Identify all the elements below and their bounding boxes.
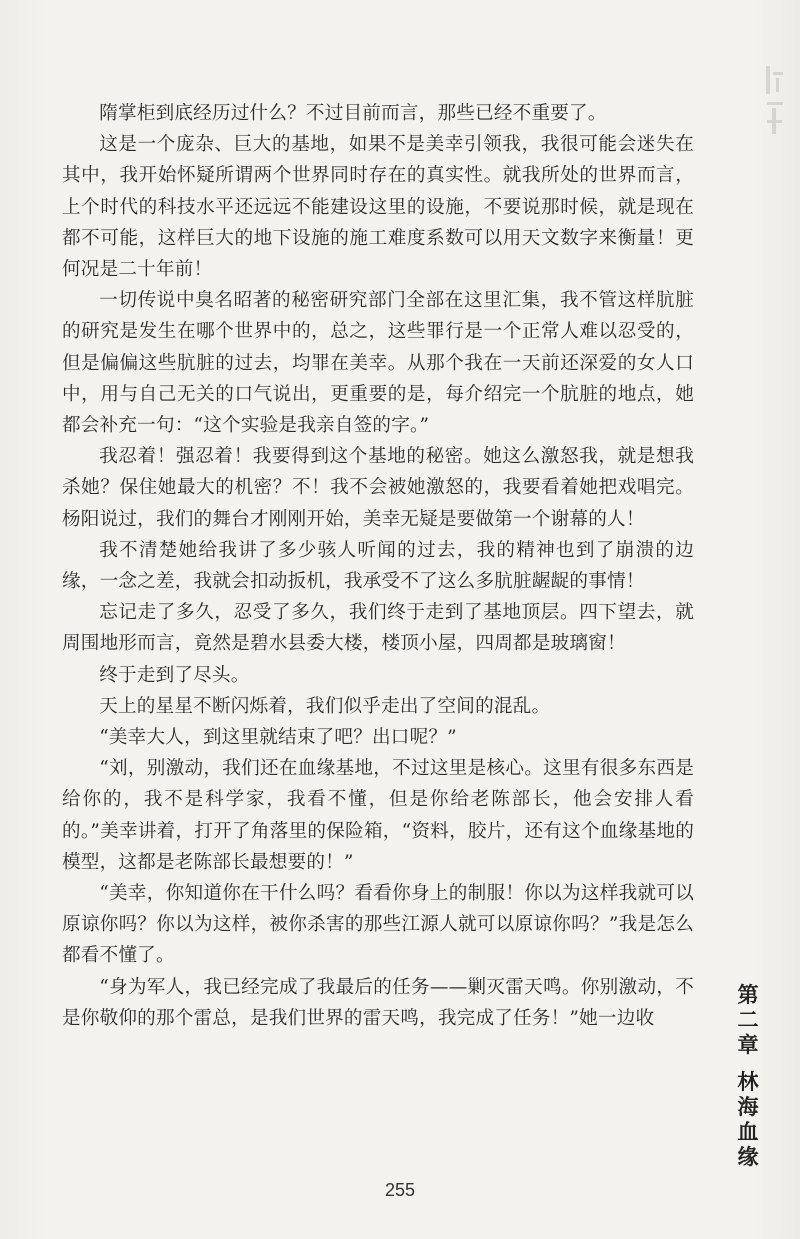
paragraph: 我不清楚她给我讲了多少骇人听闻的过去，我的精神也到了崩溃的边缘，一念之差，我就会扣动扳机，我承受不了这么多肮脏龌龊的事情！ (62, 539, 694, 593)
paragraph: “美幸，你知道你在干什么吗？看看你身上的制服！你以为这样我就可以原谅你吗？你以为这样，被你杀害的那些江源人就可以原谅你吗？”我是怎么都看不懂了。 (62, 883, 694, 967)
chapter-label-char: 第 (737, 982, 759, 1007)
paragraph: 终于走到了尽头。 (99, 664, 250, 686)
chapter-label-char: 章 (737, 1032, 759, 1057)
chapter-title-char: 缘 (737, 1144, 759, 1169)
paragraph: “身为军人，我已经完成了我最后的任务——剿灭雷天鸣。你别激动，不是你敬仰的那个雷总，是我们世界的雷天鸣，我完成了任务！”她一边收 (62, 976, 694, 1029)
chapter-label-char: 二 (737, 1007, 759, 1032)
bleed-through-mark (764, 62, 786, 142)
body-text (62, 98, 694, 1034)
paragraph: 我忍着！强忍着！我要得到这个基地的秘密。她这么激怒我，就是想我杀她？保住她最大的机密？不！我不会被她激怒的，我要看着她把戏唱完。杨阳说过，我们的舞台才刚刚开始，美幸无疑是要做第一个谢幕的人！ (62, 446, 694, 530)
chapter-title-char: 海 (737, 1094, 759, 1119)
paragraph: 隋掌柜到底经历过什么？不过目前而言，那些已经不重要了。 (99, 103, 607, 124)
paragraph: 一切传说中臭名昭著的秘密研究部门全部在这里汇集，我不管这样肮脏的研究是发生在哪个世界中的，总之，这些罪行是一个正常人难以忍受的，但是偏偏这些肮脏的过去，均罪在美幸。从那个我在一天前还深爱的女人口中，用与自己无关的口气说出，更重要的是，每介绍完一个肮脏的地点，她都会补充一句：“这个实验是我亲自签的字。” (62, 290, 694, 437)
paragraph: 天上的星星不断闪烁着，我们似乎走出了空间的混乱。 (99, 695, 551, 717)
chapter-title-char: 林 (737, 1069, 759, 1094)
page-number: 255 (384, 1180, 416, 1200)
chapter-title-char: 血 (737, 1119, 759, 1144)
chapter-side-title (736, 982, 760, 1169)
paragraph: “美幸大人，到这里就结束了吧？出口呢？” (99, 727, 457, 749)
paragraph: 这是一个庞杂、巨大的基地，如果不是美幸引领我，我很可能会迷失在其中，我开始怀疑所谓两个世界同时存在的真实性。就我所处的世界而言，上个时代的科技水平还远远不能建设这里的设施，不要说那时候，就是现在都不可能，这样巨大的地下设施的施工难度系数可以用天文数字来衡量！更何况是二十年前！ (62, 134, 694, 281)
paragraph: 忘记走了多久，忍受了多久，我们终于走到了基地顶层。四下望去，就周围地形而言，竟然是碧水县委大楼，楼顶小屋，四周都是玻璃窗！ (62, 602, 694, 655)
paragraph: “刘，别激动，我们还在血缘基地，不过这里是核心。这里有很多东西是给你的，我不是科学家，我看不懂，但是你给老陈部长，他会安排人看的。”美幸讲着，打开了角落里的保险箱，“资料，胶片，还有这个血缘基地的模型，这都是老陈部长最想要的！” (62, 758, 694, 873)
